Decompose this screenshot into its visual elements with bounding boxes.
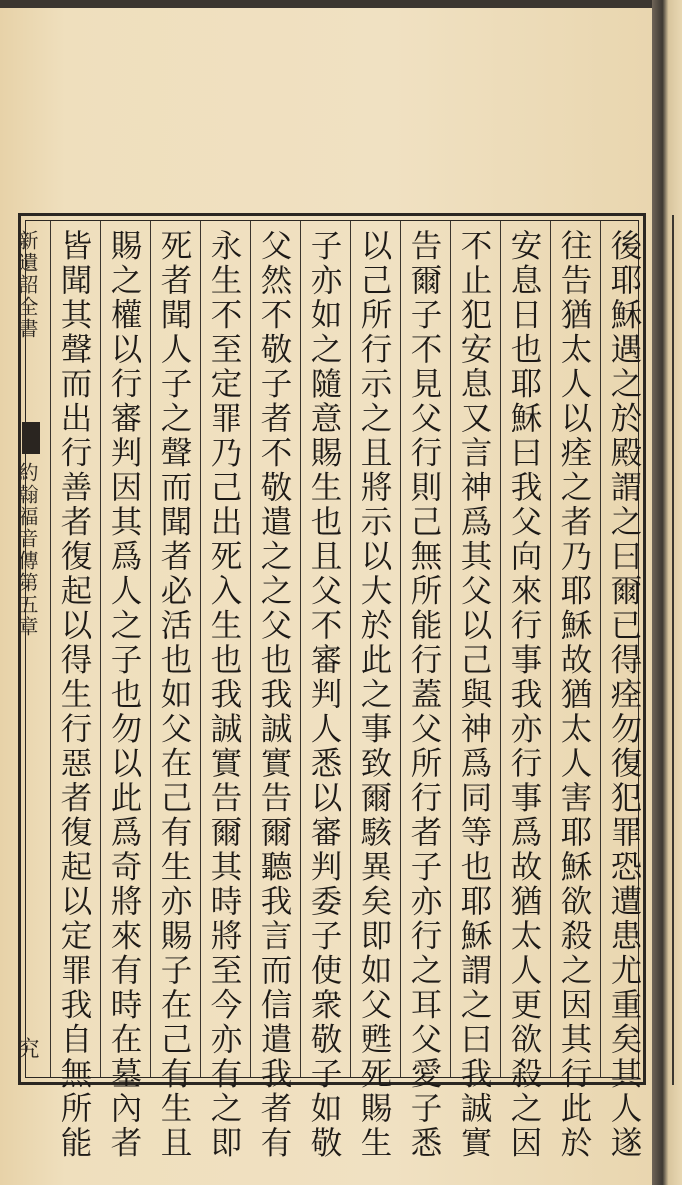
column-rule xyxy=(250,221,251,1077)
column-rule xyxy=(550,221,551,1077)
text-column-2: 往告猶太人以痊之者乃耶穌故猶太人害耶穌欲殺之因其行此於 xyxy=(556,229,592,1161)
column-rule xyxy=(350,221,351,1077)
text-column-7: 子亦如之隨意賜生也且父不審判人悉以審判委子使衆敬子如敬 xyxy=(306,229,342,1161)
text-column-12: 皆聞其聲而出行善者復起以得生行惡者復起以定罪我自無所能 xyxy=(56,229,92,1161)
column-rule xyxy=(500,221,501,1077)
text-column-6: 以己所行示之且將示以大於此之事致爾駭異矣即如父甦死賜生 xyxy=(356,229,392,1161)
text-column-11: 賜之權以行審判因其爲人之子也勿以此爲奇將來有時在墓內者 xyxy=(106,229,142,1161)
page-gutter xyxy=(652,0,682,1185)
next-page-border xyxy=(672,215,674,1085)
column-rule xyxy=(100,221,101,1077)
scan-top-band xyxy=(0,0,682,8)
text-column-10: 死者聞人子之聲而聞者必活也如父在己有生亦賜子在己有生且 xyxy=(156,229,192,1161)
column-rule xyxy=(450,221,451,1077)
fish-tail-mark xyxy=(22,422,40,454)
text-column-5: 告爾子不見父行則己無所能行蓋父所行者子亦行之耳父愛子悉 xyxy=(406,229,442,1161)
text-frame-inner xyxy=(25,220,642,1161)
column-rule xyxy=(400,221,401,1077)
edge-book-title: 新遺詔全書 xyxy=(15,230,39,340)
text-frame xyxy=(14,213,646,1161)
edge-chapter-title: 約翰福音傳第五章 xyxy=(15,462,39,638)
text-column-1: 後耶穌遇之於殿謂之曰爾已得痊勿復犯罪恐遭患尤重矣其人遂 xyxy=(606,229,642,1161)
text-column-4: 不止犯安息又言神爲其父以己與神爲同等也耶穌謂之曰我誠實 xyxy=(456,229,492,1161)
column-rule xyxy=(600,221,601,1077)
edge-title-strip xyxy=(14,222,42,1082)
text-column-3: 安息日也耶穌曰我父向來行事我亦行事爲故猶太人更欲殺之因 xyxy=(506,229,542,1161)
column-rule xyxy=(300,221,301,1077)
column-rule xyxy=(200,221,201,1077)
text-column-8: 父然不敬子者不敬遣之之父也我誠實告爾聽我言而信遣我者有 xyxy=(256,229,292,1161)
text-column-9: 永生不至定罪乃己出死入生也我誠實告爾其時將至今亦有之即 xyxy=(206,229,242,1161)
edge-page-number: 究 xyxy=(14,1037,39,1059)
column-rule xyxy=(150,221,151,1077)
column-rule xyxy=(50,221,51,1077)
